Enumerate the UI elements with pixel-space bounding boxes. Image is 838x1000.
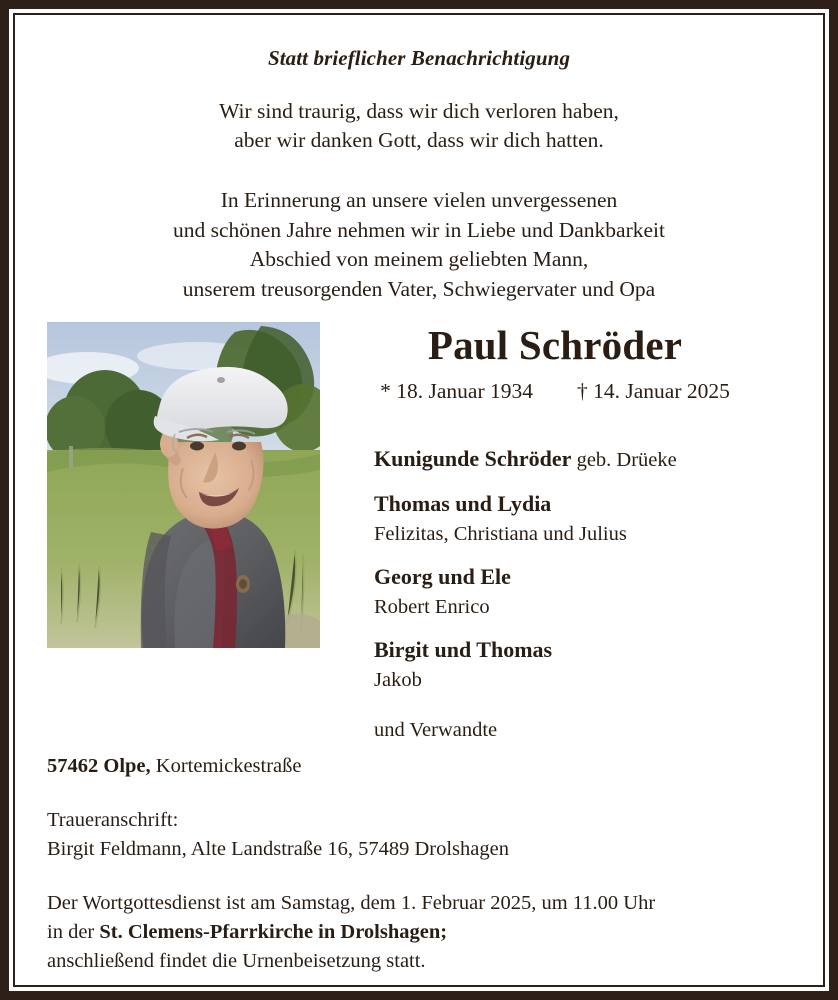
survivor-name [374, 635, 774, 666]
survivor-name-text: Thomas und Lydia [374, 491, 552, 516]
survivor-name [374, 489, 774, 520]
service-info [47, 889, 747, 976]
life-dates [340, 379, 770, 404]
survivor-name-suffix: geb. Drüeke [571, 449, 677, 471]
survivors-list [374, 444, 774, 744]
verse-block [0, 97, 838, 155]
mourning-address [47, 806, 747, 863]
footer-section [47, 752, 747, 976]
portrait-photo [47, 322, 320, 648]
relatives-line: und Verwandte [374, 719, 498, 741]
list-item [374, 562, 774, 621]
survivor-name-text: Birgit und Thomas [374, 637, 553, 662]
service-church-name: St. Clemens-Pfarrkirche in Drolshagen; [99, 921, 448, 943]
deceased-name: Paul Schröder [427, 322, 683, 368]
dedication-line-2: und schönen Jahre nehmen wir in Liebe und Dankbarkeit [173, 217, 665, 242]
dedication-line-3: Abschied von meinem geliebten Mann, [249, 247, 589, 271]
survivor-name [374, 562, 774, 593]
survivor-name-text: Georg und Ele [374, 564, 511, 589]
residence-street: Kortemickestraße [150, 755, 302, 777]
mourning-address-value: Birgit Feldmann, Alte Landstraße 16, 57489 Drolshagen [47, 837, 509, 860]
survivor-children: Felizitas, Christiana und Julius [374, 523, 627, 545]
dedication-line-1: In Erinnerung an unsere vielen unvergessenen [220, 188, 618, 212]
headline: Statt brieflicher Benachrichtigung [267, 46, 571, 70]
birth-date: * 18. Januar 1934 [380, 379, 533, 403]
dedication-line-4: unserem treusorgenden Vater, Schwiegervater und Opa [182, 276, 656, 301]
death-date: † 14. Januar 2025 [577, 379, 730, 403]
survivor-children: Robert Enrico [374, 596, 490, 618]
residence-city: 57462 Olpe, [47, 755, 151, 777]
residence-address [47, 752, 747, 780]
verse-line-2: aber wir danken Gott, dass wir dich hatten. [234, 128, 604, 152]
list-item [374, 635, 774, 694]
survivor-name-text: Kunigunde Schröder [374, 446, 572, 471]
verse-line-1: Wir sind traurig, dass wir dich verloren haben, [219, 99, 619, 123]
list-item [374, 489, 774, 548]
list-item [374, 444, 774, 475]
survivor-name [374, 444, 774, 475]
survivor-children: Jakob [374, 669, 422, 691]
service-line-2 [47, 918, 747, 947]
portrait-and-name-section [0, 322, 838, 741]
mourning-address-label: Traueranschrift: [47, 809, 179, 831]
service-line-3: anschließend findet die Urnenbeisetzung statt. [47, 950, 426, 972]
deceased-name-block [340, 322, 770, 404]
dedication-block [0, 186, 838, 304]
service-line-1: Der Wortgottesdienst ist am Samstag, dem 1. Februar 2025, um 11.00 Uhr [47, 892, 656, 914]
service-line-2-prefix: in der [47, 921, 100, 943]
